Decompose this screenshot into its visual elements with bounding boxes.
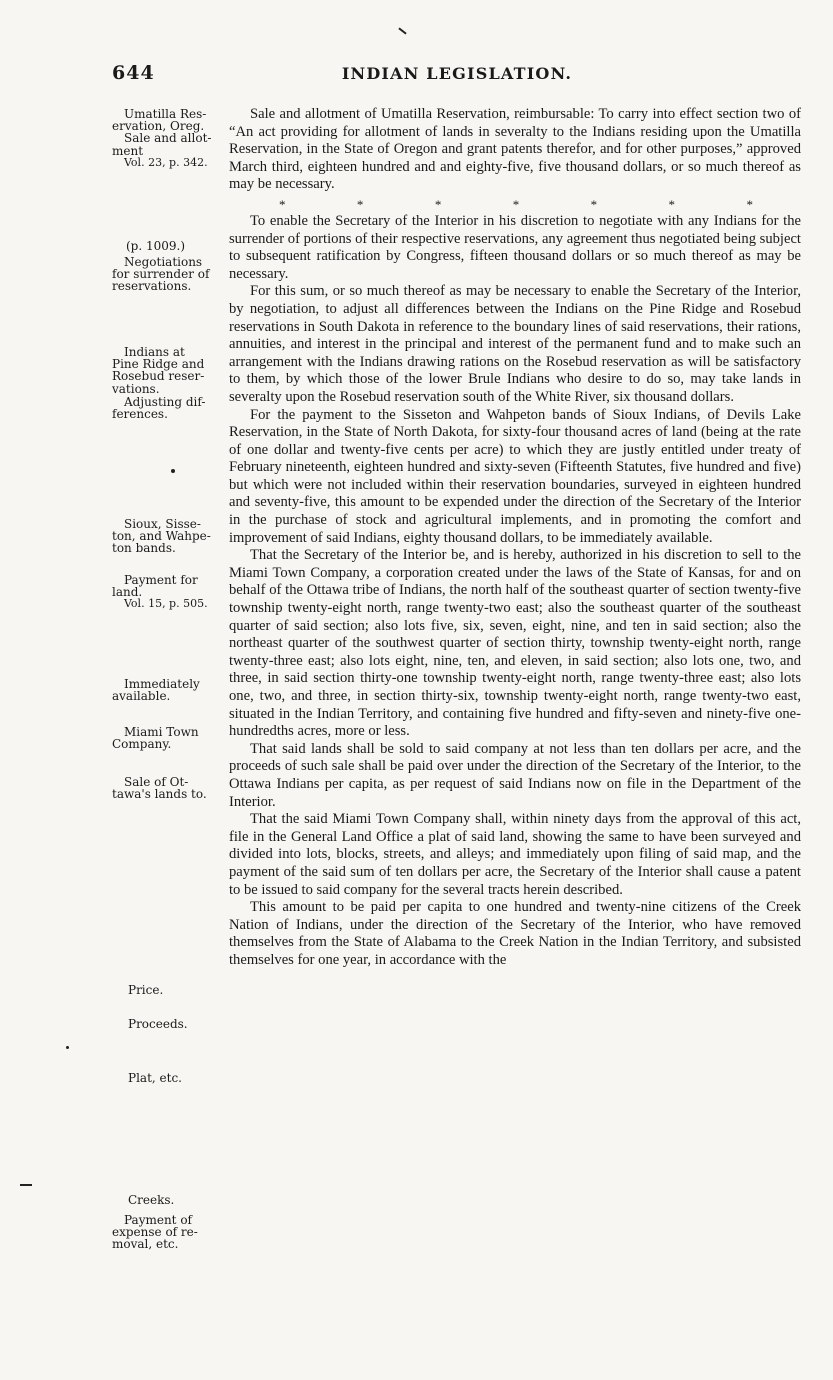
section-break-stars — [229, 196, 801, 213]
margin-note-proceeds — [112, 1018, 230, 1030]
page-header — [112, 62, 802, 86]
note-line: Adjusting dif- — [124, 395, 206, 409]
note-line: ment — [112, 143, 144, 158]
note-line: Rosebud reser- — [112, 369, 205, 384]
scan-mark-dot — [66, 1046, 69, 1049]
main-text — [229, 106, 801, 970]
note-line: Pine Ridge and — [112, 357, 205, 372]
paragraph-miami: That the Secretary of the Interior be, and is hereby, authorized in his discretion to sell to the Miami Town Company, a corporation created under the laws of the State of Kansas, for and on behalf of the Ottawa tribe of Indians, the north half of the southeast quarter of section twenty-five township twenty-eight north, range twenty-two east; also the southeast quarter of the southeast quarter of said section; also lots five, six, seven, eight, nine, and ten in said section; also the northeast quarter of the southwest quarter of section thirty, township twenty-eight north, range twenty-three east; also lots eight, nine, ten, and eleven, in said section; also lots one, two, and three, in said section thirty-one township twenty-eight north, range twenty-three east; also lots one, two, and three, in section thirty-six, township twenty-eight north, range twenty-two east, situated in the Indian Territory, and containing five hundred and fifty-seven and ninety-five one-hundredths acres, more or less. — [229, 547, 801, 740]
paragraph-umatilla: Sale and allotment of Umatilla Reservation, reimbursable: To carry into effect section two of “An act providing for allotment of lands in severalty to the Indians residing upon the Umatilla Reservation, in the State of Oregon and grant patents therefor, and for other purposes,” approved March third, eighteen hundred and and eighty-five, five thousand dollars, or so much thereof as may be necessary. — [229, 106, 801, 193]
margin-note-pine-ridge — [112, 346, 230, 395]
margin-note-price — [112, 984, 230, 996]
note-line: available. — [112, 689, 171, 704]
note-line: ton bands. — [112, 541, 176, 556]
paragraph-creeks: This amount to be paid per capita to one hundred and twenty-nine citizens of the Creek Nation of Indians, under the direction of the Secretary of the Interior, who have removed themselves from the State of Alabama to the Creek Nation in the Indian Territory, and subsisted themselves for one year, in accordance with the — [229, 899, 801, 968]
note-line: Price. — [128, 983, 164, 997]
note-line: Creeks. — [128, 1193, 175, 1207]
star: * — [279, 196, 286, 212]
margin-note-creeks — [112, 1194, 230, 1206]
note-line: Plat, etc. — [128, 1071, 182, 1085]
scan-mark-bullet — [171, 469, 175, 473]
note-line: for surrender of — [112, 267, 210, 282]
note-line: Miami Town — [124, 725, 199, 739]
margin-note-adjusting — [112, 396, 230, 420]
scan-mark-left — [20, 1184, 32, 1186]
note-line: Payment for — [124, 573, 198, 587]
margin-note-sioux — [112, 518, 230, 555]
margin-note-sale-ottawa — [112, 776, 230, 800]
note-line: Sale of Ot- — [124, 775, 189, 789]
paragraph-plat: That the said Miami Town Company shall, within ninety days from the approval of this act, file in the General Land Office a plat of said land, showing the same to have been surveyed and divided into lots, blocks, streets, and alleys; and immediately upon filing of said map, and the payment of the said sum of ten dollars per acre, the Secretary of the Interior shall cause a patent to be issued to said company for the several tracts herein described. — [229, 811, 801, 898]
note-line: Payment of — [124, 1213, 192, 1227]
note-line: Negotiations — [124, 255, 203, 269]
star: * — [434, 196, 442, 212]
note-line: Proceeds. — [128, 1017, 188, 1031]
note-line: Indians at — [124, 345, 185, 359]
note-line: Umatilla Res- — [124, 107, 207, 121]
scan-mark-top — [398, 27, 406, 34]
note-line: Sioux, Sisse- — [124, 517, 201, 531]
note-line: moval, etc. — [112, 1237, 179, 1252]
star: * — [590, 196, 598, 212]
margin-note-miami — [112, 726, 230, 750]
star: * — [746, 196, 753, 212]
star: * — [668, 196, 676, 212]
note-reference: Vol. 23, p. 342. — [124, 155, 208, 169]
margin-note-negotiations — [112, 256, 230, 293]
note-reference: Vol. 15, p. 505. — [124, 597, 208, 611]
note-line: Company. — [112, 737, 172, 752]
paragraph-negotiations: To enable the Secretary of the Interior in his discretion to negotiate with any Indians for the surrender of portions of their respective reservations, any agreement thus negotiated being subject to subsequent ratification by Congress, fifteen thousand dollars or so much thereof as may be necessary. — [229, 212, 801, 282]
margin-note-plat — [112, 1072, 230, 1084]
note-line: vations. — [112, 381, 160, 396]
note-line: ervation, Oreg. — [112, 119, 205, 134]
note-line: Immediately — [124, 677, 200, 691]
margin-note-umatilla — [112, 108, 230, 169]
margin-note-p1009 — [112, 240, 230, 252]
note-line: tawa's lands to. — [112, 787, 207, 802]
margin-note-payment-removal — [112, 1214, 230, 1251]
star: * — [356, 196, 364, 212]
page-number: 644 — [112, 62, 155, 84]
note-line: Sale and allot- — [124, 131, 212, 146]
note-line: ferences. — [112, 407, 168, 422]
star: * — [512, 196, 520, 212]
paragraph-sioux: For the payment to the Sisseton and Wahpeton bands of Sioux Indians, of Devils Lake Reservation, in the State of North Dakota, for sixty-four thousand acres of land (being at the rate of one dollar and twenty-five cents per acre) to which they are justly entitled under treaty of February nineteenth, eighteen hundred and sixty-seven (Fifteenth Statutes, five hundred and five) but which were not included within their reservation boundaries, surveyed in eighteen hundred and seventy-five, this amount to be expended under the direction of the Secretary of the Interior in the purchase of stock and agricultural implements, and in promoting the comfort and improvement of said Indians, eighty thousand dollars, to be immediately available. — [229, 406, 801, 546]
running-title: INDIAN LEGISLATION. — [341, 64, 573, 83]
margin-note-payment-land — [112, 574, 230, 611]
note-line: reservations. — [112, 279, 192, 294]
paragraph-pine-ridge: For this sum, or so much thereof as may be necessary to enable the Secretary of the Interior, by negotiation, to adjust all differences between the Indians on the Pine Ridge and Rosebud reservations in South Dakota in reference to the boundary lines of said reservations, their rations, annuities, and interest in the principal and interest of the permanent fund and to make such an arrangement with the Indians drawing rations on the Rosebud reservation as will be satisfactory to them, by which those of the lower Brule Indians who desire to do so, may take lands in severalty upon the Rosebud reservation south of the White River, six thousand dollars. — [229, 283, 801, 405]
note-line: land. — [112, 585, 143, 600]
note-line: expense of re- — [112, 1225, 198, 1240]
note-line: (p. 1009.) — [126, 239, 186, 253]
note-line: ton, and Wahpe- — [112, 529, 211, 544]
paragraph-price: That said lands shall be sold to said company at not less than ten dollars per acre, and the proceeds of such sale shall be paid over under the direction of the Secretary of the Interior, to the Ottawa Indians per capita, as per request of said Indians now on file in the Department of the Interior. — [229, 740, 801, 810]
margin-note-immediately — [112, 678, 230, 702]
